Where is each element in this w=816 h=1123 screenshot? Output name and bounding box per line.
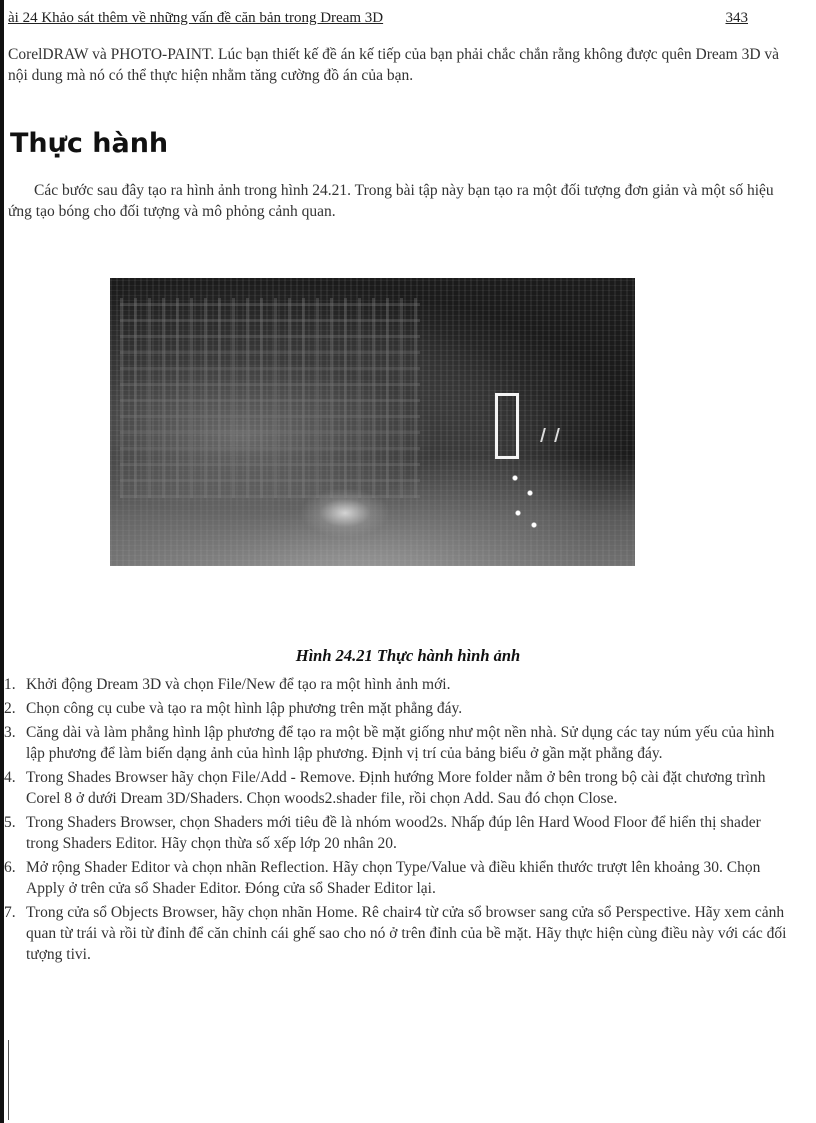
step-text: Trong cửa sổ Objects Browser, hãy chọn nhãn Home. Rê chair4 từ cửa sổ browser sang cửa sổ Perspective. Hãy xem cảnh quan từ trái và rồi từ đỉnh để căn chỉnh cái ghế sao cho nó ở trên đỉnh của bề mặt. Hãy thực hiện cùng điều này với các đối tượng tivi. [26,904,787,963]
step-text: Trong Shaders Browser, chọn Shaders mới tiêu đề là nhóm wood2s. Nhấp đúp lên Hard Wood Floor để hiển thị shader trong Shaders Editor. Hãy chọn thừa số xếp lớp 20 nhân 20. [26,814,761,852]
step-item [4,857,794,899]
step-number: 5. [4,814,16,831]
section-intro-paragraph: Các bước sau đây tạo ra hình ảnh trong hình 24.21. Trong bài tập này bạn tạo ra một đối tượng đơn giản và một số hiệu ứng tạo bóng cho đối tượng và mô phỏng cảnh quan. [8,182,774,220]
step-text: Căng dài và làm phẳng hình lập phương để tạo ra một bề mặt giống như một nền nhà. Sử dụng các tay núm yếu của hình lập phương để làm biến dạng ảnh của hình lập phương. Định vị trí của bảng biểu ở gần mặt phẳng đáy. [26,724,775,762]
figure-light-dots [510,473,540,533]
section-heading: Thực hành [10,128,169,159]
steps-list [4,674,794,968]
step-number: 2. [4,700,16,717]
step-number: 7. [4,904,16,921]
figure-highlight [300,488,390,538]
step-item [4,902,794,965]
step-item [4,812,794,854]
step-text: Khởi động Dream 3D và chọn File/New để tạo ra một hình ảnh mới. [26,676,451,693]
figure-caption: Hình 24.21 Thực hành hình ảnh [295,646,521,665]
step-number: 3. [4,724,16,741]
step-number: 6. [4,859,16,876]
step-item [4,767,794,809]
step-text: Trong Shades Browser hãy chọn File/Add - Remove. Định hướng More folder nằm ở bên trong bộ cài đặt chương trình Corel 8 ở dưới Dream 3D/Shaders. Chọn woods2.shader file, rồi chọn Add. Sau đó chọn Close. [26,769,766,807]
step-text: Mở rộng Shader Editor và chọn nhãn Reflection. Hãy chọn Type/Value và điều khiển thước trượt lên khoảng 30. Chọn Apply ở trên cửa sổ Shader Editor. Đóng cửa sổ Shader Editor lại. [26,859,761,897]
page-header [8,10,768,34]
step-item [4,722,794,764]
step-text: Chọn công cụ cube và tạo ra một hình lập phương trên mặt phẳng đáy. [26,700,463,717]
step-item [4,698,794,719]
step-number: 4. [4,769,16,786]
figure-render-image [110,278,635,566]
step-number: 1. [4,676,16,693]
running-title: ài 24 Khảo sát thêm về những vấn đề căn bản trong Dream 3D [8,10,384,26]
step-item [4,674,794,695]
margin-line [8,1040,9,1120]
page-number: 343 [725,10,748,26]
intro-paragraph: CorelDRAW và PHOTO-PAINT. Lúc bạn thiết kế đề án kế tiếp của bạn phải chắc chắn rằng không được quên Dream 3D và nội dung mà nó có thể thực hiện nhằm tăng cường đồ án của bạn. [8,46,780,84]
figure-frame-object [495,393,519,459]
